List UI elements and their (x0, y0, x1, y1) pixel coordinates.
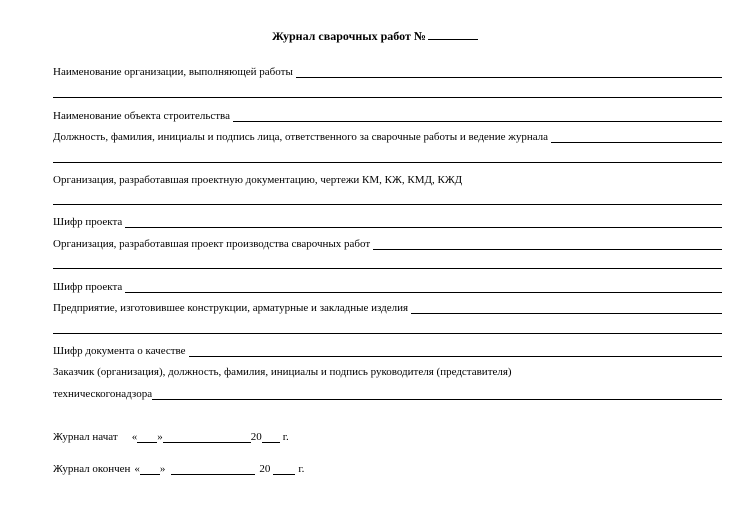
field-responsible (53, 129, 722, 143)
field-project-code-2 (53, 279, 722, 293)
field-project-code-2-line[interactable] (125, 282, 722, 293)
field-project-code-1 (53, 214, 722, 228)
field-quality-doc-line[interactable] (189, 346, 722, 357)
field-design-org (53, 172, 722, 186)
field-tech-supervision (53, 386, 722, 400)
blank-line[interactable] (53, 204, 722, 205)
quote-close: » (157, 431, 163, 443)
year-prefix: 20 (259, 463, 271, 475)
field-responsible-label: Должность, фамилия, инициалы и подпись лица, ответственного за сварочные работы и ведение журнала (53, 131, 549, 143)
field-tech-supervision-label: техническогонадзора (53, 388, 153, 400)
year-blank[interactable] (262, 432, 280, 443)
field-responsible-line[interactable] (551, 132, 722, 143)
year-prefix: 20 (250, 431, 262, 443)
field-organization-label: Наименование организации, выполняющей работы (53, 66, 293, 78)
field-quality-doc (53, 343, 722, 357)
field-customer (53, 364, 722, 378)
journal-started (53, 429, 289, 443)
day-blank[interactable] (137, 432, 157, 443)
year-suffix: г. (298, 463, 305, 475)
field-ppr-org (53, 236, 722, 250)
journal-number-blank[interactable] (428, 28, 478, 40)
field-tech-supervision-line[interactable] (152, 389, 722, 400)
journal-title (0, 28, 750, 44)
field-project-code-2-label: Шифр проекта (53, 281, 123, 293)
field-object-label: Наименование объекта строительства (53, 110, 230, 122)
field-organization (53, 64, 722, 78)
field-project-code-1-label: Шифр проекта (53, 216, 123, 228)
field-manufacturer-line[interactable] (411, 303, 722, 314)
quote-open: « (131, 431, 138, 443)
field-object (53, 108, 722, 122)
journal-ended (53, 461, 304, 475)
blank-line[interactable] (53, 333, 722, 334)
field-quality-doc-label: Шифр документа о качестве (53, 345, 186, 357)
field-design-org-label: Организация, разработавшая проектную документацию, чертежи КМ, КЖ, КМД, КЖД (53, 174, 463, 186)
blank-line[interactable] (53, 268, 722, 269)
field-ppr-org-label: Организация, разработавшая проект производства сварочных работ (53, 238, 371, 250)
journal-title-text: Журнал сварочных работ № (272, 29, 426, 43)
blank-line[interactable] (53, 162, 722, 163)
field-organization-line[interactable] (296, 67, 722, 78)
month-blank[interactable] (171, 464, 255, 475)
quote-close: » (159, 463, 166, 475)
field-manufacturer-label: Предприятие, изготовившее конструкции, арматурные и закладные изделия (53, 302, 409, 314)
journal-ended-label: Журнал окончен (53, 463, 131, 475)
year-suffix: г. (282, 431, 289, 443)
quote-open: « (134, 463, 140, 475)
day-blank[interactable] (140, 464, 160, 475)
field-project-code-1-line[interactable] (125, 217, 722, 228)
blank-line[interactable] (53, 97, 722, 98)
journal-started-label: Журнал начат (53, 431, 118, 443)
field-manufacturer (53, 300, 722, 314)
month-blank[interactable] (163, 432, 251, 443)
field-ppr-org-line[interactable] (373, 239, 722, 250)
year-blank[interactable] (273, 464, 295, 475)
field-customer-label: Заказчик (организация), должность, фамилия, инициалы и подпись руководителя (представителя) (53, 366, 512, 378)
field-object-line[interactable] (233, 111, 722, 122)
